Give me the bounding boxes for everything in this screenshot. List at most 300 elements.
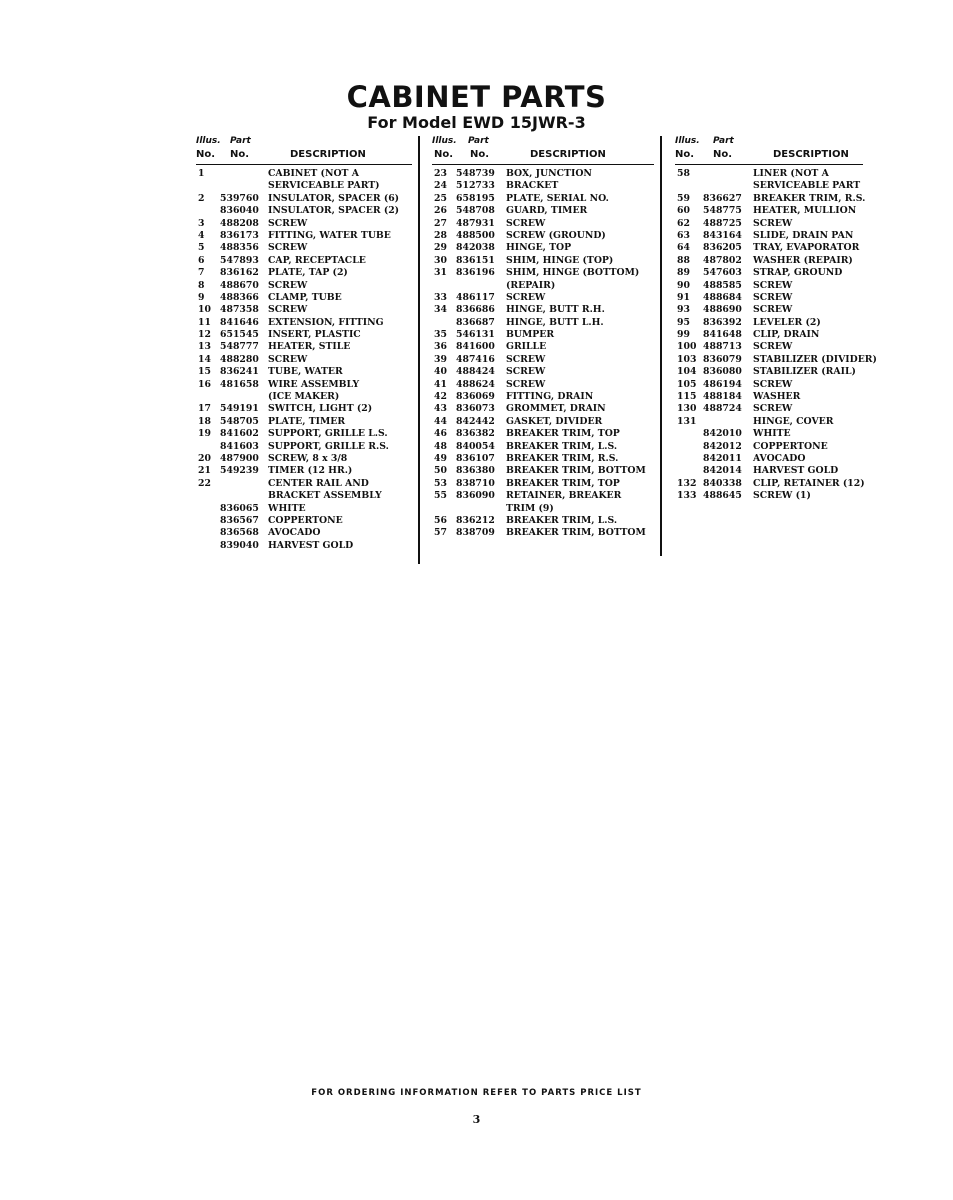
parts-row [432, 354, 654, 366]
part-number: 486117 [456, 291, 495, 303]
parts-row [432, 527, 654, 539]
part-number: 546131 [456, 329, 495, 341]
parts-row [675, 205, 863, 217]
illus-number: 55 [434, 490, 447, 502]
part-number: 836205 [703, 242, 742, 254]
part-description: SCREW [268, 304, 308, 316]
parts-row [432, 391, 654, 403]
illus-number: 25 [434, 192, 447, 204]
part-number: 840338 [703, 477, 742, 489]
part-description: SERVICEABLE PART [753, 180, 861, 192]
part-description: SERVICEABLE PART) [268, 180, 380, 192]
part-description: SWITCH, LIGHT (2) [268, 403, 373, 415]
illus-number: 133 [677, 490, 697, 502]
parts-row [432, 416, 654, 428]
part-description: BREAKER TRIM, L.S. [506, 440, 618, 452]
illus-number: 60 [677, 205, 690, 217]
parts-column-3 [675, 136, 877, 503]
illus-number: 27 [434, 217, 447, 229]
part-number: 486194 [703, 378, 742, 390]
parts-row [196, 428, 412, 440]
illus-number: 30 [434, 254, 447, 266]
parts-row [432, 193, 654, 205]
header-illus: Illus. [432, 136, 457, 146]
part-number: 487416 [456, 353, 495, 365]
part-number: 658195 [456, 192, 495, 204]
illus-number: 26 [434, 205, 447, 217]
part-description: AVOCADO [268, 527, 321, 539]
illus-number: 21 [198, 465, 211, 477]
parts-row [432, 267, 654, 279]
part-description: SHIM, HINGE (TOP) [506, 254, 614, 266]
part-number: 488424 [456, 366, 495, 378]
parts-row [432, 503, 654, 515]
parts-row [196, 403, 412, 415]
illus-number: 11 [198, 316, 211, 328]
part-description: CENTER RAIL AND [268, 477, 369, 489]
part-number: 487900 [220, 452, 259, 464]
parts-row [675, 403, 863, 415]
illus-number: 18 [198, 415, 211, 427]
parts-row [196, 205, 412, 217]
parts-row [432, 366, 654, 378]
part-description: BREAKER TRIM, R.S. [506, 452, 619, 464]
part-number: 836069 [456, 391, 495, 403]
part-number: 547893 [220, 254, 259, 266]
part-number: 836162 [220, 267, 259, 279]
part-number: 839040 [220, 539, 259, 551]
part-number: 836079 [703, 353, 742, 365]
part-number: 836107 [456, 452, 495, 464]
illus-number: 1 [198, 168, 205, 179]
parts-row [675, 366, 863, 378]
part-number: 549191 [220, 403, 259, 415]
parts-row [432, 168, 654, 180]
parts-row [675, 267, 863, 279]
parts-row [432, 329, 654, 341]
part-description: FITTING, WATER TUBE [268, 229, 391, 241]
part-description: SCREW (GROUND) [506, 229, 606, 241]
parts-row [675, 230, 863, 242]
illus-number: 15 [198, 366, 211, 378]
illus-number: 36 [434, 341, 447, 353]
part-description: SCREW [753, 378, 793, 390]
illus-number: 103 [677, 353, 697, 365]
part-description: BREAKER TRIM, L.S. [506, 514, 618, 526]
parts-row [196, 503, 412, 515]
part-number: 487358 [220, 304, 259, 316]
part-number: 841602 [220, 428, 259, 440]
part-description: HEATER, MULLION [753, 205, 857, 217]
parts-row [432, 490, 654, 502]
part-number: 481658 [220, 378, 259, 390]
parts-row [432, 465, 654, 477]
illus-number: 12 [198, 329, 211, 341]
parts-column-1 [196, 136, 412, 552]
illus-number: 53 [434, 477, 447, 489]
illus-number: 62 [677, 217, 690, 229]
part-description: BREAKER TRIM, TOP [506, 428, 620, 440]
part-description: CLIP, RETAINER (12) [753, 477, 865, 489]
parts-row [432, 341, 654, 353]
part-number: 539760 [220, 192, 259, 204]
part-description: SCREW [753, 291, 793, 303]
part-number: 842010 [703, 428, 742, 440]
part-number: 488690 [703, 304, 742, 316]
header-description: DESCRIPTION [773, 149, 849, 160]
part-description: STABILIZER (RAIL) [753, 366, 856, 378]
part-description: HINGE, COVER [753, 415, 834, 427]
header-illus: Illus. [196, 136, 221, 146]
illus-number: 50 [434, 465, 447, 477]
column-divider [418, 136, 420, 564]
illus-number: 95 [677, 316, 690, 328]
illus-number: 42 [434, 391, 447, 403]
part-number: 488366 [220, 291, 259, 303]
part-number: 488725 [703, 217, 742, 229]
parts-row [432, 180, 654, 192]
illus-number: 23 [434, 168, 447, 179]
illus-number: 35 [434, 329, 447, 341]
illus-number: 40 [434, 366, 447, 378]
part-description: HARVEST GOLD [268, 539, 354, 551]
illus-number: 91 [677, 291, 690, 303]
parts-row [196, 540, 412, 552]
parts-row [432, 478, 654, 490]
parts-list [432, 165, 654, 540]
illus-number: 131 [677, 415, 697, 427]
parts-row [196, 391, 412, 403]
parts-row [675, 453, 863, 465]
illus-number: 34 [434, 304, 447, 316]
part-number: 841600 [456, 341, 495, 353]
parts-row [675, 218, 863, 230]
part-description: SCREW [753, 279, 793, 291]
part-description: RETAINER, BREAKER [506, 490, 622, 502]
part-description: BRACKET [506, 180, 559, 192]
part-description: HARVEST GOLD [753, 465, 839, 477]
part-number: 488280 [220, 353, 259, 365]
parts-row [432, 317, 654, 329]
part-number: 836065 [220, 502, 259, 514]
parts-row [432, 403, 654, 415]
parts-row [432, 205, 654, 217]
parts-row [675, 490, 863, 502]
part-number: 488670 [220, 279, 259, 291]
parts-column-2 [432, 136, 654, 540]
part-number: 843164 [703, 229, 742, 241]
part-description: PLATE, SERIAL NO. [506, 192, 609, 204]
illus-number: 56 [434, 514, 447, 526]
part-number: 836080 [703, 366, 742, 378]
part-description: (REPAIR) [506, 279, 556, 291]
part-description: BRACKET ASSEMBLY [268, 490, 382, 502]
part-description: HINGE, BUTT L.H. [506, 316, 604, 328]
part-number: 836687 [456, 316, 495, 328]
part-number: 842038 [456, 242, 495, 254]
illus-number: 64 [677, 242, 690, 254]
parts-row [196, 168, 412, 180]
parts-row [196, 478, 412, 490]
illus-number: 89 [677, 267, 690, 279]
parts-row [196, 441, 412, 453]
part-number: 548739 [456, 168, 495, 179]
parts-row [675, 242, 863, 254]
header-part-no: No. [470, 149, 490, 160]
part-number: 836151 [456, 254, 495, 266]
illus-number: 49 [434, 452, 447, 464]
part-description: SCREW [506, 291, 546, 303]
parts-row [432, 453, 654, 465]
part-description: CAP, RECEPTACLE [268, 254, 366, 266]
illus-number: 6 [198, 254, 205, 266]
part-description: HINGE, TOP [506, 242, 572, 254]
part-number: 842011 [703, 452, 742, 464]
part-description: WHITE [268, 502, 306, 514]
illus-number: 8 [198, 279, 205, 291]
part-number: 842014 [703, 465, 742, 477]
part-description: TRIM (9) [506, 502, 554, 514]
illus-number: 57 [434, 527, 447, 539]
illus-number: 4 [198, 229, 205, 241]
part-number: 841603 [220, 440, 259, 452]
illus-number: 5 [198, 242, 205, 254]
parts-row [196, 379, 412, 391]
part-description: LEVELER (2) [753, 316, 821, 328]
part-description: SUPPORT, GRILLE L.S. [268, 428, 388, 440]
illus-number: 39 [434, 353, 447, 365]
part-description: LINER (NOT A [753, 168, 829, 179]
part-number: 842012 [703, 440, 742, 452]
illus-number: 9 [198, 291, 205, 303]
parts-row [196, 341, 412, 353]
parts-row [196, 354, 412, 366]
parts-row [675, 379, 863, 391]
parts-row [675, 180, 863, 192]
part-number: 841648 [703, 329, 742, 341]
illus-number: 59 [677, 192, 690, 204]
illus-number: 14 [198, 353, 211, 365]
illus-number: 132 [677, 477, 697, 489]
parts-row [196, 366, 412, 378]
ordering-note: FOR ORDERING INFORMATION REFER TO PARTS PRICE LIST [311, 1088, 642, 1098]
illus-number: 130 [677, 403, 697, 415]
illus-number: 16 [198, 378, 211, 390]
parts-row [675, 168, 863, 180]
parts-row [675, 428, 863, 440]
header-part-no: No. [230, 149, 250, 160]
parts-row [196, 230, 412, 242]
part-number: 488356 [220, 242, 259, 254]
header-description: DESCRIPTION [530, 149, 606, 160]
part-number: 836627 [703, 192, 742, 204]
part-description: CABINET (NOT A [268, 168, 359, 179]
header-part: Part [230, 136, 251, 146]
part-description: (ICE MAKER) [268, 391, 340, 403]
parts-row [196, 527, 412, 539]
part-description: TIMER (12 HR.) [268, 465, 353, 477]
part-number: 842442 [456, 415, 495, 427]
parts-row [196, 416, 412, 428]
part-description: STRAP, GROUND [753, 267, 843, 279]
part-number: 838709 [456, 527, 495, 539]
parts-row [196, 490, 412, 502]
parts-row [432, 280, 654, 292]
part-number: 836040 [220, 205, 259, 217]
parts-row [432, 230, 654, 242]
part-number: 548705 [220, 415, 259, 427]
part-description: WASHER [753, 391, 801, 403]
illus-number: 2 [198, 192, 205, 204]
part-number: 488713 [703, 341, 742, 353]
part-number: 548777 [220, 341, 259, 353]
part-number: 836241 [220, 366, 259, 378]
part-description: PLATE, TAP (2) [268, 267, 348, 279]
part-description: INSULATOR, SPACER (6) [268, 192, 400, 204]
parts-list [196, 165, 412, 552]
illus-number: 58 [677, 168, 690, 179]
illus-number: 28 [434, 229, 447, 241]
header-illus-no: No. [675, 149, 695, 160]
part-description: SCREW [268, 242, 308, 254]
parts-row [196, 515, 412, 527]
illus-number: 100 [677, 341, 697, 353]
illus-number: 3 [198, 217, 205, 229]
part-description: PLATE, TIMER [268, 415, 346, 427]
part-description: SUPPORT, GRILLE R.S. [268, 440, 389, 452]
parts-row [196, 453, 412, 465]
part-description: GUARD, TIMER [506, 205, 588, 217]
part-description: WIRE ASSEMBLY [268, 378, 360, 390]
part-description: EXTENSION, FITTING [268, 316, 384, 328]
illus-number: 46 [434, 428, 447, 440]
parts-row [196, 193, 412, 205]
page-subtitle: For Model EWD 15JWR-3 [367, 113, 586, 132]
illus-number: 33 [434, 291, 447, 303]
parts-row [432, 255, 654, 267]
parts-row [675, 465, 863, 477]
part-description: BUMPER [506, 329, 555, 341]
parts-row [675, 441, 863, 453]
parts-row [432, 218, 654, 230]
part-description: BOX, JUNCTION [506, 168, 592, 179]
illus-number: 29 [434, 242, 447, 254]
illus-number: 20 [198, 452, 211, 464]
illus-number: 24 [434, 180, 447, 192]
part-description: CLIP, DRAIN [753, 329, 820, 341]
part-number: 836090 [456, 490, 495, 502]
header-part: Part [468, 136, 489, 146]
illus-number: 93 [677, 304, 690, 316]
illus-number: 63 [677, 229, 690, 241]
parts-row [432, 379, 654, 391]
part-description: STABILIZER (DIVIDER) [753, 353, 877, 365]
header-illus-no: No. [434, 149, 454, 160]
part-number: 488208 [220, 217, 259, 229]
part-description: SCREW, 8 x 3/8 [268, 452, 348, 464]
illus-number: 10 [198, 304, 211, 316]
part-description: INSERT, PLASTIC [268, 329, 361, 341]
parts-row [196, 329, 412, 341]
part-number: 836073 [456, 403, 495, 415]
illus-number: 115 [677, 391, 697, 403]
part-description: SCREW [506, 217, 546, 229]
part-number: 836686 [456, 304, 495, 316]
parts-row [196, 280, 412, 292]
part-number: 512733 [456, 180, 495, 192]
part-description: AVOCADO [753, 452, 806, 464]
illus-number: 19 [198, 428, 211, 440]
parts-row [675, 329, 863, 341]
page-title: CABINET PARTS [346, 80, 607, 114]
parts-row [196, 242, 412, 254]
parts-row [196, 317, 412, 329]
illus-number: 48 [434, 440, 447, 452]
parts-row [675, 353, 877, 366]
parts-row [675, 341, 863, 353]
part-number: 488500 [456, 229, 495, 241]
part-number: 487802 [703, 254, 742, 266]
illus-number: 43 [434, 403, 447, 415]
part-description: COPPERTONE [753, 440, 828, 452]
part-description: TRAY, EVAPORATOR [753, 242, 860, 254]
part-description: SCREW [506, 366, 546, 378]
part-number: 488184 [703, 391, 742, 403]
parts-row [432, 242, 654, 254]
part-description: SCREW [753, 403, 793, 415]
parts-row [675, 292, 863, 304]
parts-row [196, 218, 412, 230]
parts-row [675, 416, 863, 428]
part-number: 548708 [456, 205, 495, 217]
part-number: 836173 [220, 229, 259, 241]
part-description: GRILLE [506, 341, 547, 353]
part-description: BREAKER TRIM, TOP [506, 477, 620, 489]
part-description: BREAKER TRIM, BOTTOM [506, 465, 646, 477]
illus-number: 13 [198, 341, 211, 353]
header-part: Part [713, 136, 734, 146]
parts-row [675, 478, 863, 490]
parts-row [675, 255, 863, 267]
parts-row [196, 180, 412, 192]
part-number: 840054 [456, 440, 495, 452]
part-number: 488724 [703, 403, 742, 415]
illus-number: 104 [677, 366, 697, 378]
illus-number: 7 [198, 267, 205, 279]
part-number: 836392 [703, 316, 742, 328]
part-description: GROMMET, DRAIN [506, 403, 606, 415]
part-description: SCREW [753, 304, 793, 316]
part-number: 488684 [703, 291, 742, 303]
part-description: SCREW [268, 279, 308, 291]
part-description: SCREW [506, 353, 546, 365]
illus-number: 88 [677, 254, 690, 266]
parts-row [675, 317, 863, 329]
part-description: SCREW [268, 217, 308, 229]
part-description: SCREW (1) [753, 490, 811, 502]
part-number: 836212 [456, 514, 495, 526]
parts-row [196, 267, 412, 279]
part-description: TUBE, WATER [268, 366, 343, 378]
parts-list [675, 165, 877, 503]
part-number: 836196 [456, 267, 495, 279]
illus-number: 22 [198, 477, 211, 489]
part-number: 836568 [220, 527, 259, 539]
parts-row [675, 280, 863, 292]
part-number: 488585 [703, 279, 742, 291]
part-number: 836567 [220, 514, 259, 526]
illus-number: 44 [434, 415, 447, 427]
